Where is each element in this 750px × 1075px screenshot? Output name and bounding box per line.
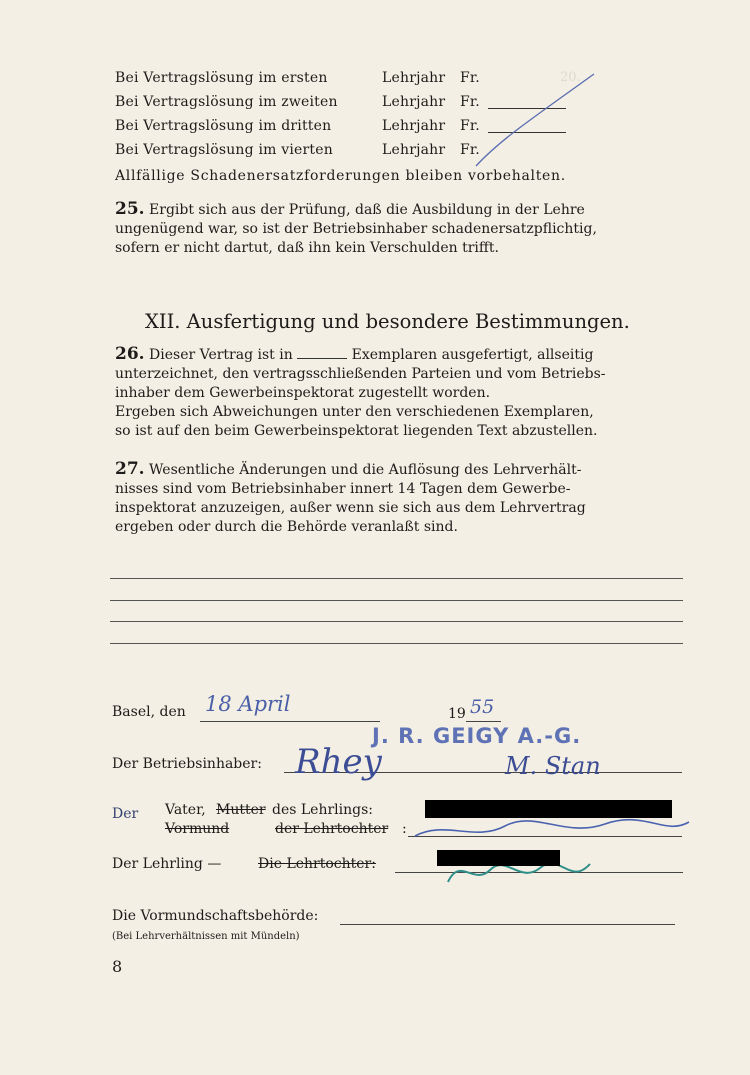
section-text: so ist auf den beim Gewerbeinspektorat liegenden Text abzustellen. <box>115 423 598 439</box>
page-number: 8 <box>112 957 123 976</box>
apprentice-label: Der Lehrling — <box>112 856 222 872</box>
place-date-label: Basel, den <box>112 704 186 720</box>
fee-label: Bei Vertragslösung im vierten <box>115 142 333 158</box>
parent-colon: : <box>402 821 407 837</box>
section-27 <box>115 460 683 537</box>
fee-lehrjahr: Lehrjahr <box>382 142 446 158</box>
blank-line <box>110 621 683 622</box>
fee-label: Bei Vertragslösung im dritten <box>115 118 332 134</box>
section-text: Ergeben sich Abweichungen unter den verschiedenen Exemplaren, <box>115 404 594 420</box>
parent-rest: des Lehrlings: <box>272 802 374 818</box>
year-field <box>466 721 501 722</box>
date-handwritten: 18 April <box>205 692 291 716</box>
copies-blank <box>297 358 347 359</box>
blank-line <box>110 578 683 579</box>
fee-label: Bei Vertragslösung im zweiten <box>115 94 338 110</box>
fee-fr: Fr. <box>460 142 480 158</box>
section-text: ergeben oder durch die Behörde veranlaßt sind. <box>115 519 458 535</box>
blank-line <box>110 643 683 644</box>
year-handwritten: 55 <box>470 696 495 718</box>
section-heading: XII. Ausfertigung und besondere Bestimmungen. <box>145 310 630 333</box>
section-text: ungenügend war, so ist der Betriebsinhaber schadenersatzpflichtig, <box>115 221 597 237</box>
section-text: inspektorat anzuzeigen, außer wenn sie sich aus dem Lehrvertrag <box>115 500 586 516</box>
reservation-text: Allfällige Schadenersatzforderungen bleiben vorbehalten. <box>115 168 566 184</box>
show-through: 20. <box>560 70 581 85</box>
section-text: Exemplaren ausgefertigt, allseitig <box>351 347 594 363</box>
fee-line <box>115 94 480 110</box>
section-text: nisses sind vom Betriebsinhaber innert 14 Tagen dem Gewerbe- <box>115 481 571 497</box>
fee-lehrjahr: Lehrjahr <box>382 94 446 110</box>
section-number: 25. <box>115 199 145 219</box>
fee-fr: Fr. <box>460 70 480 86</box>
date-field <box>200 721 380 722</box>
fee-fr: Fr. <box>460 118 480 134</box>
guardianship-note: (Bei Lehrverhältnissen mit Mündeln) <box>112 931 300 942</box>
parent-vater: Vater, <box>165 802 206 818</box>
section-text: sofern er nicht dartut, daß ihn kein Verschulden trifft. <box>115 240 499 256</box>
parent-mutter: Mutter <box>216 802 266 818</box>
parent-vormund: Vormund <box>165 821 230 837</box>
company-stamp: J. R. GEIGY A.-G. <box>372 724 582 748</box>
fee-label: Bei Vertragslösung im ersten <box>115 70 328 86</box>
owner-label: Der Betriebsinhaber: <box>112 756 262 772</box>
section-25 <box>115 200 683 258</box>
fee-line <box>115 118 480 134</box>
section-text: Dieser Vertrag ist in <box>149 347 293 363</box>
fee-strike-mark <box>470 70 600 170</box>
fee-line <box>115 70 480 86</box>
guardianship-label: Die Vormundschaftsbehörde: <box>112 908 319 924</box>
section-number: 26. <box>115 344 145 364</box>
section-text: unterzeichnet, den vertragsschließenden Parteien und vom Betriebs- <box>115 366 606 382</box>
blank-line <box>110 600 683 601</box>
fee-lehrjahr: Lehrjahr <box>382 70 446 86</box>
redaction-bar <box>437 850 560 866</box>
fee-line <box>115 142 480 158</box>
section-text: Wesentliche Änderungen und die Auflösung des Lehrverhält- <box>149 462 582 478</box>
section-26 <box>115 345 683 441</box>
section-text: Ergibt sich aus der Prüfung, daß die Ausbildung in der Lehre <box>149 202 585 218</box>
fee-lehrjahr: Lehrjahr <box>382 118 446 134</box>
guardianship-sign-line <box>340 924 675 925</box>
section-number: 27. <box>115 459 145 479</box>
apprentice-struck: Die Lehrtochter: <box>258 856 376 872</box>
section-text: inhaber dem Gewerbeinspektorat zugestellt worden. <box>115 385 491 401</box>
fee-fr: Fr. <box>460 94 480 110</box>
parent-lehrtochter: der Lehrtochter <box>275 821 389 837</box>
owner-signature-1: Rhey <box>295 742 382 782</box>
redaction-bar <box>425 800 672 818</box>
owner-signature-2: M. Stan <box>505 752 601 780</box>
year-prefix: 19 <box>448 706 466 722</box>
parent-hand-prefix: Der <box>112 806 139 822</box>
